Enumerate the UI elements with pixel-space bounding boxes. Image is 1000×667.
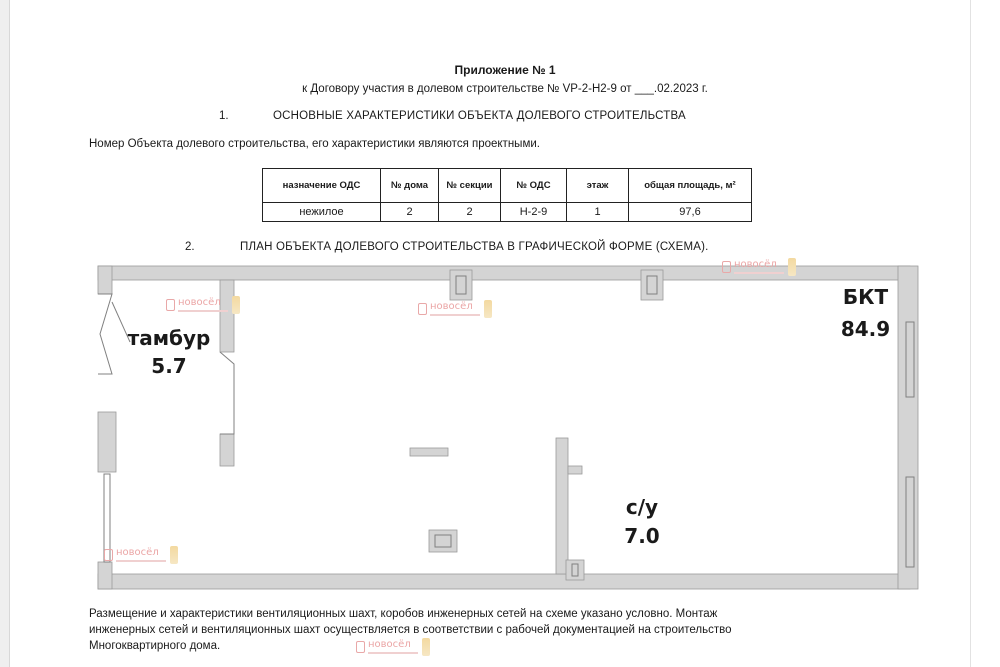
watermark-logo-icon [104, 549, 113, 561]
table-header-cell: общая площадь, м² [629, 169, 752, 203]
footer-line: Размещение и характеристики вентиляционных шахт, коробов инженерных сетей на схеме указано условно. Монтаж [89, 608, 718, 620]
wall-right [898, 266, 918, 589]
table-header-cell: № дома [381, 169, 439, 203]
watermark-badge-icon [232, 296, 240, 314]
watermark-logo-icon [722, 261, 731, 273]
left-margin [0, 0, 10, 667]
shaft-3 [566, 560, 584, 580]
table-header-cell: № ОДС [501, 169, 567, 203]
document-title: Приложение № 1 [454, 63, 556, 77]
table-header-cell: № секции [439, 169, 501, 203]
shaft-2 [641, 270, 663, 300]
duct-box [429, 530, 457, 552]
watermark-text: новосёл [368, 639, 411, 650]
watermark-underline [734, 272, 784, 274]
room-name-tambur: тамбур [127, 326, 211, 350]
watermark-underline [430, 314, 480, 316]
tambur-wall-lower [220, 434, 234, 466]
table-cell: 2 [381, 203, 439, 222]
footer-line: инженерных сетей и вентиляционных шахт осуществляется в соответствии с рабочей документацией на строительство [89, 624, 732, 636]
section1-title: ОСНОВНЫЕ ХАРАКТЕРИСТИКИ ОБЪЕКТА ДОЛЕВОГО СТРОИТЕЛЬСТВА [273, 110, 686, 122]
wall-left-upper [98, 266, 112, 294]
room-name-bkt: БКТ [842, 285, 889, 309]
footer-line: Многоквартирного дома. [89, 640, 221, 652]
watermark-badge-icon [788, 258, 796, 276]
document-subtitle: к Договору участия в долевом строительстве № VP-2-H2-9 от ___.02.2023 г. [302, 83, 708, 95]
watermark-underline [116, 560, 166, 562]
table-row [263, 203, 752, 222]
watermark-text: новосёл [430, 301, 473, 312]
tambur-door-frame [220, 352, 234, 434]
shaft-1 [450, 270, 472, 300]
room-area-wc: 7.0 [624, 524, 660, 548]
watermark-underline [178, 310, 228, 312]
watermark-text: новосёл [734, 259, 777, 270]
table-cell: 2 [439, 203, 501, 222]
watermark-logo-icon [166, 299, 175, 311]
wc-wall-left [556, 438, 568, 574]
beam-marker [410, 448, 448, 456]
room-area-tambur: 5.7 [151, 354, 187, 378]
watermark [418, 300, 498, 326]
watermark-logo-icon [418, 303, 427, 315]
table-header-row [263, 169, 752, 203]
watermark [104, 546, 184, 572]
watermark-badge-icon [170, 546, 178, 564]
room-name-wc: с/у [625, 495, 659, 519]
section1-number: 1. [219, 110, 229, 122]
table-header-cell: этаж [567, 169, 629, 203]
table-cell: нежилое [263, 203, 381, 222]
section2-title: ПЛАН ОБЪЕКТА ДОЛЕВОГО СТРОИТЕЛЬСТВА В ГРАФИЧЕСКОЙ ФОРМЕ (СХЕМА). [240, 241, 709, 253]
watermark [166, 296, 246, 322]
right-margin [970, 0, 1000, 667]
watermark-text: новосёл [178, 297, 221, 308]
watermark-text: новосёл [116, 547, 159, 558]
wall-left-middle [98, 412, 116, 472]
table-header-cell: назначение ОДС [263, 169, 381, 203]
footer-note [89, 606, 927, 654]
entry-door-leaf [98, 294, 112, 374]
section2-number: 2. [185, 241, 195, 253]
wc-wall-notch [568, 466, 582, 474]
watermark-badge-icon [484, 300, 492, 318]
watermark [722, 258, 802, 284]
room-area-bkt: 84.9 [840, 317, 891, 341]
characteristics-table [262, 168, 752, 222]
table-cell: 97,6 [629, 203, 752, 222]
table-cell: Н-2-9 [501, 203, 567, 222]
table-cell: 1 [567, 203, 629, 222]
intro-text: Номер Объекта долевого строительства, его характеристики являются проектными. [89, 138, 540, 150]
wall-bottom [98, 574, 910, 589]
